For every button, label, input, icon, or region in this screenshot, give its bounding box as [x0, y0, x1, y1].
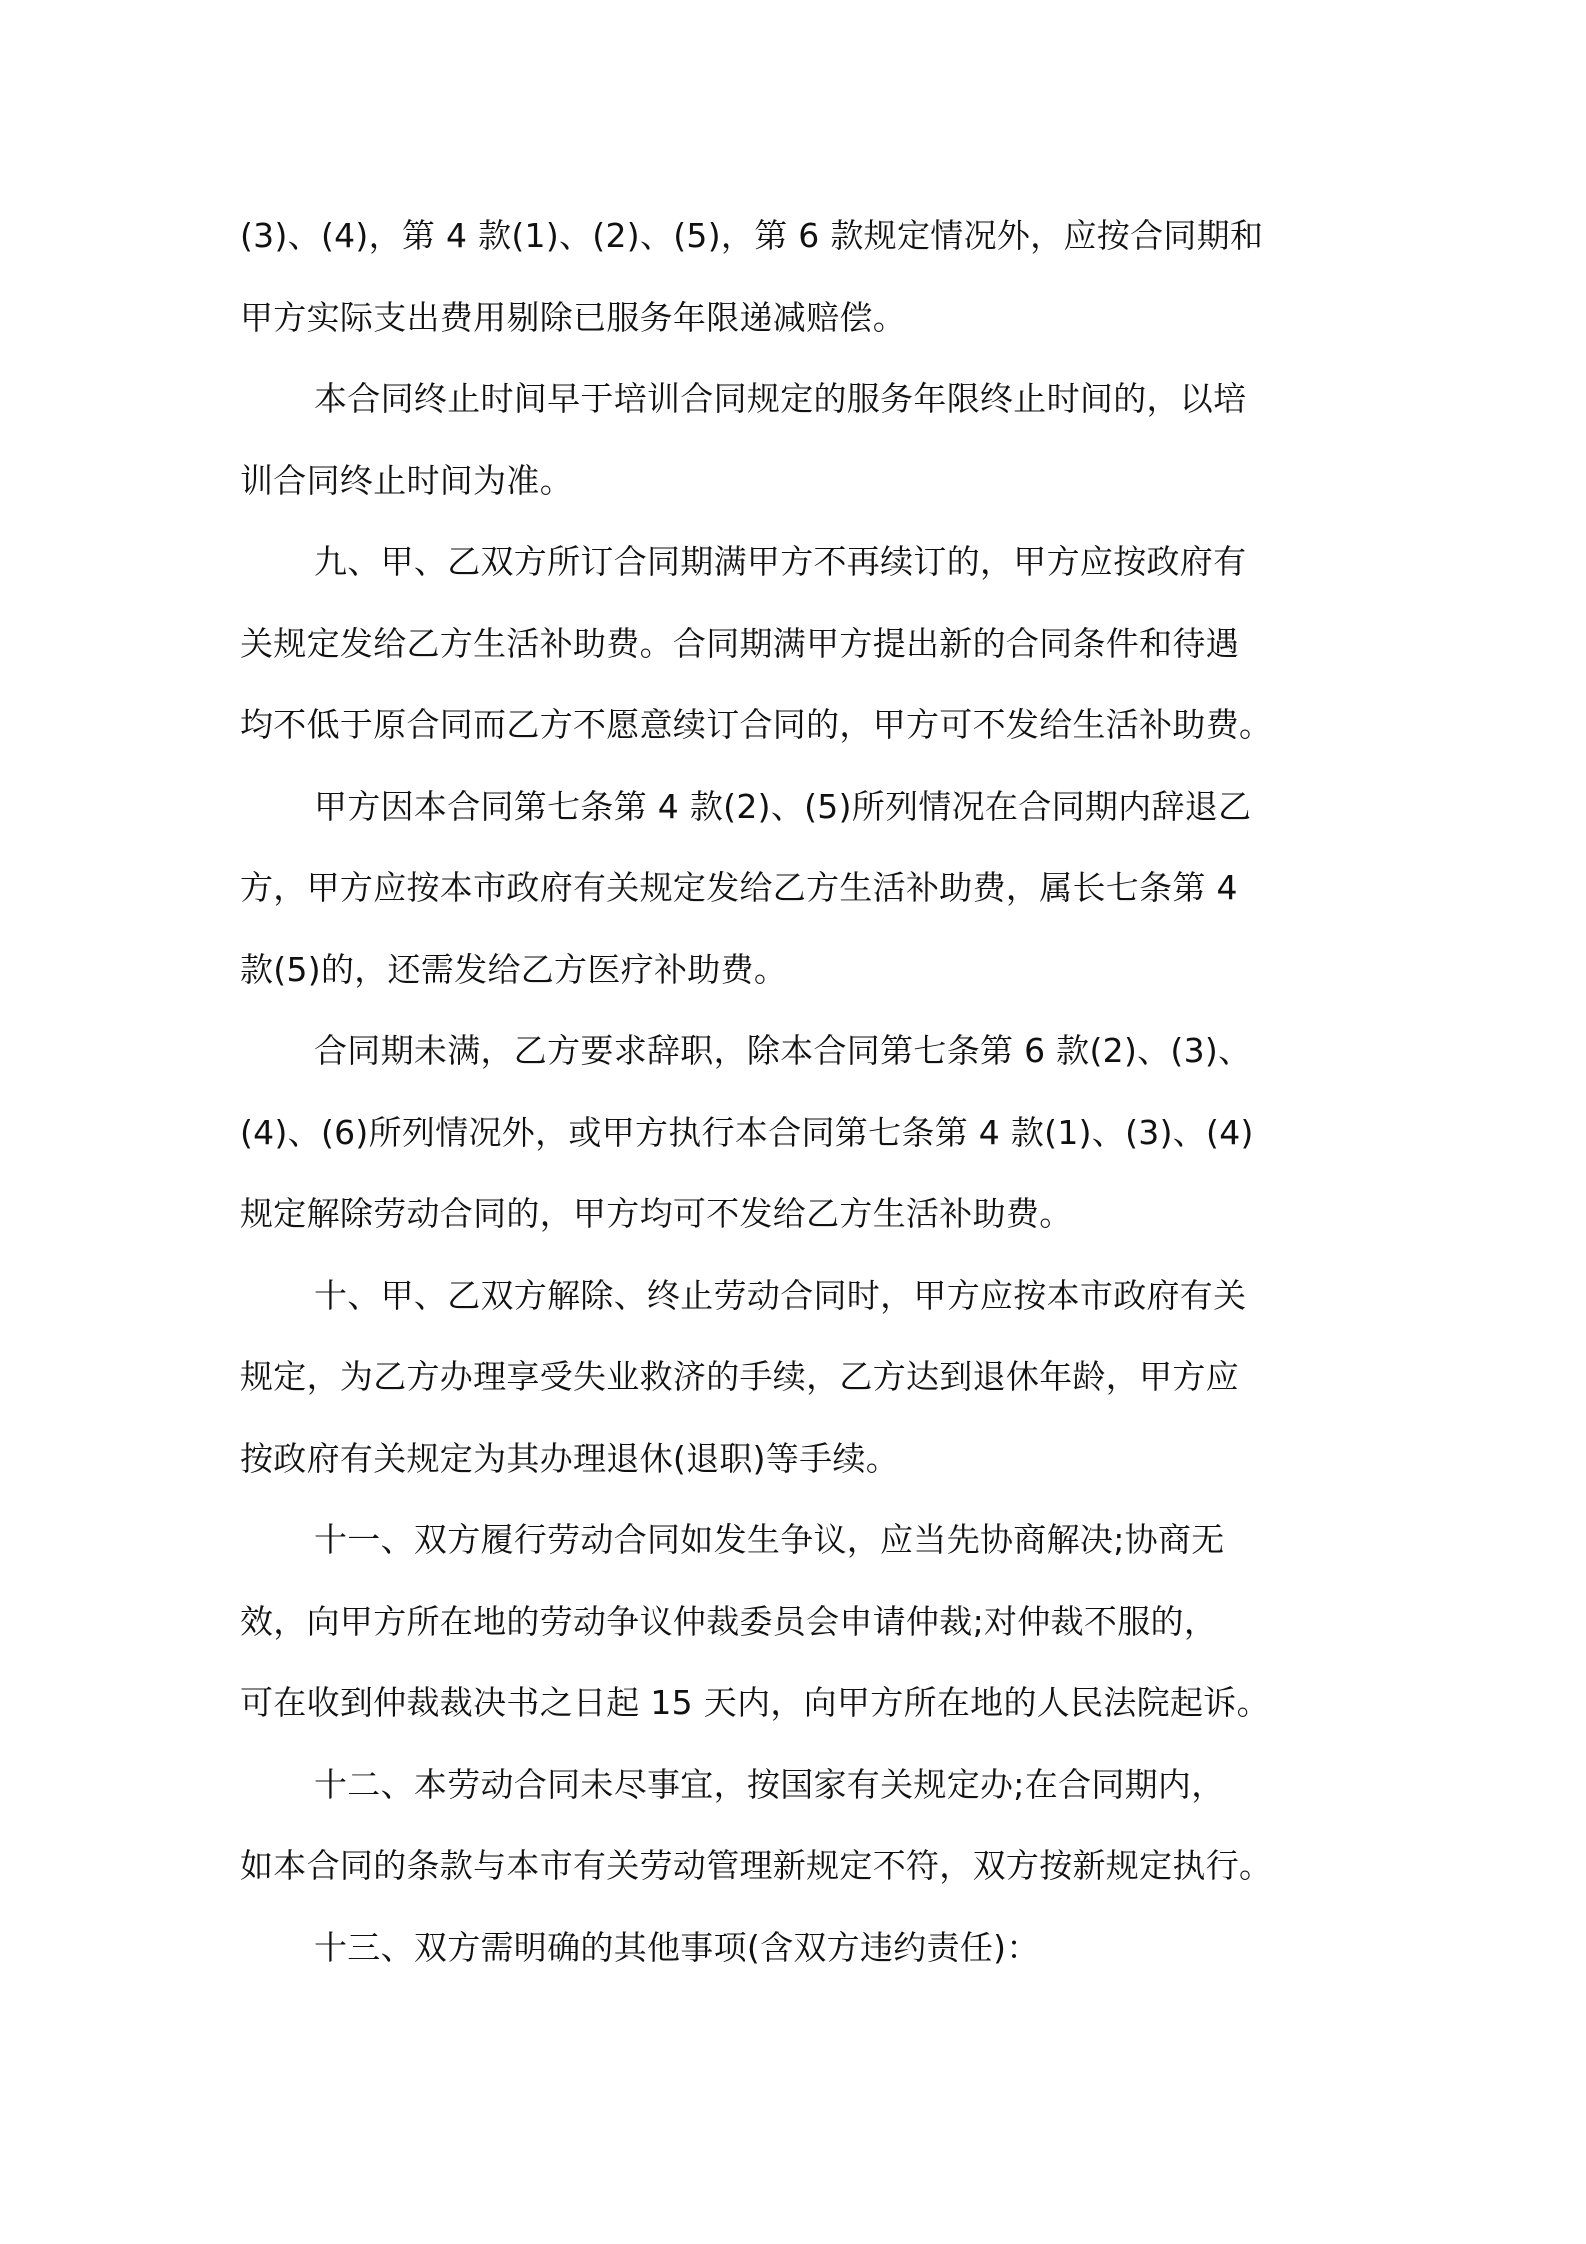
paragraph-termination-time: [240, 358, 1350, 521]
text-line: 关规定发给乙方生活补助费。合同期满甲方提出新的合同条件和待遇: [240, 623, 1239, 663]
text-line: 十一、双方履行劳动合同如发生争议，应当先协商解决;协商无: [314, 1520, 1225, 1559]
paragraph-continuation-compensation: [240, 195, 1350, 358]
text-line: (3)、(4)，第 4 款(1)、(2)、(5)，第 6 款规定情况外，应按合同期和: [240, 216, 1264, 255]
document-body: [240, 195, 1350, 1988]
text-line: 训合同终止时间为准。: [240, 460, 573, 500]
paragraph-clause-13: [240, 1907, 1350, 1989]
text-line: 可在收到仲裁裁决书之日起 15 天内，向甲方所在地的人民法院起诉。: [240, 1683, 1270, 1722]
text-line: 合同期未满，乙方要求辞职，除本合同第七条第 6 款(2)、(3)、: [314, 1031, 1252, 1070]
paragraph-clause-12: [240, 1744, 1350, 1907]
text-line: 甲方因本合同第七条第 4 款(2)、(5)所列情况在合同期内辞退乙: [314, 786, 1252, 826]
text-line: 规定解除劳动合同的，甲方均可不发给乙方生活补助费。: [240, 1194, 1073, 1233]
text-line: 均不低于原合同而乙方不愿意续订合同的，甲方可不发给生活补助费。: [240, 705, 1273, 744]
text-line: 款(5)的，还需发给乙方医疗补助费。: [240, 949, 788, 989]
text-line: 九、甲、乙双方所订合同期满甲方不再续订的，甲方应按政府有: [314, 542, 1247, 581]
paragraph-clause-9: [240, 521, 1350, 766]
text-line: 按政府有关规定为其办理退休(退职)等手续。: [240, 1438, 900, 1478]
text-line: 本合同终止时间早于培训合同规定的服务年限终止时间的，以培: [314, 379, 1247, 418]
paragraph-clause-10: [240, 1255, 1350, 1500]
text-line: 效，向甲方所在地的劳动争议仲裁委员会申请仲裁;对仲裁不服的，: [240, 1601, 1218, 1641]
text-line: 方，甲方应按本市政府有关规定发给乙方生活补助费，属长七条第 4: [240, 868, 1238, 907]
text-line: 甲方实际支出费用剔除已服务年限递减赔偿。: [240, 297, 906, 337]
paragraph-resignation: [240, 1010, 1350, 1255]
text-line: 如本合同的条款与本市有关劳动管理新规定不符，双方按新规定执行。: [240, 1846, 1273, 1885]
text-line: 十三、双方需明确的其他事项(含双方违约责任)：: [314, 1927, 1040, 1967]
text-line: 十、甲、乙双方解除、终止劳动合同时，甲方应按本市政府有关: [314, 1275, 1247, 1315]
text-line: 规定，为乙方办理享受失业救济的手续，乙方达到退休年龄，甲方应: [240, 1357, 1239, 1396]
text-line: (4)、(6)所列情况外，或甲方执行本合同第七条第 4 款(1)、(3)、(4): [240, 1112, 1254, 1152]
paragraph-clause-11: [240, 1499, 1350, 1744]
paragraph-dismissal-subsidy: [240, 766, 1350, 1011]
text-line: 十二、本劳动合同未尽事宜，按国家有关规定办;在合同期内，: [314, 1764, 1225, 1804]
